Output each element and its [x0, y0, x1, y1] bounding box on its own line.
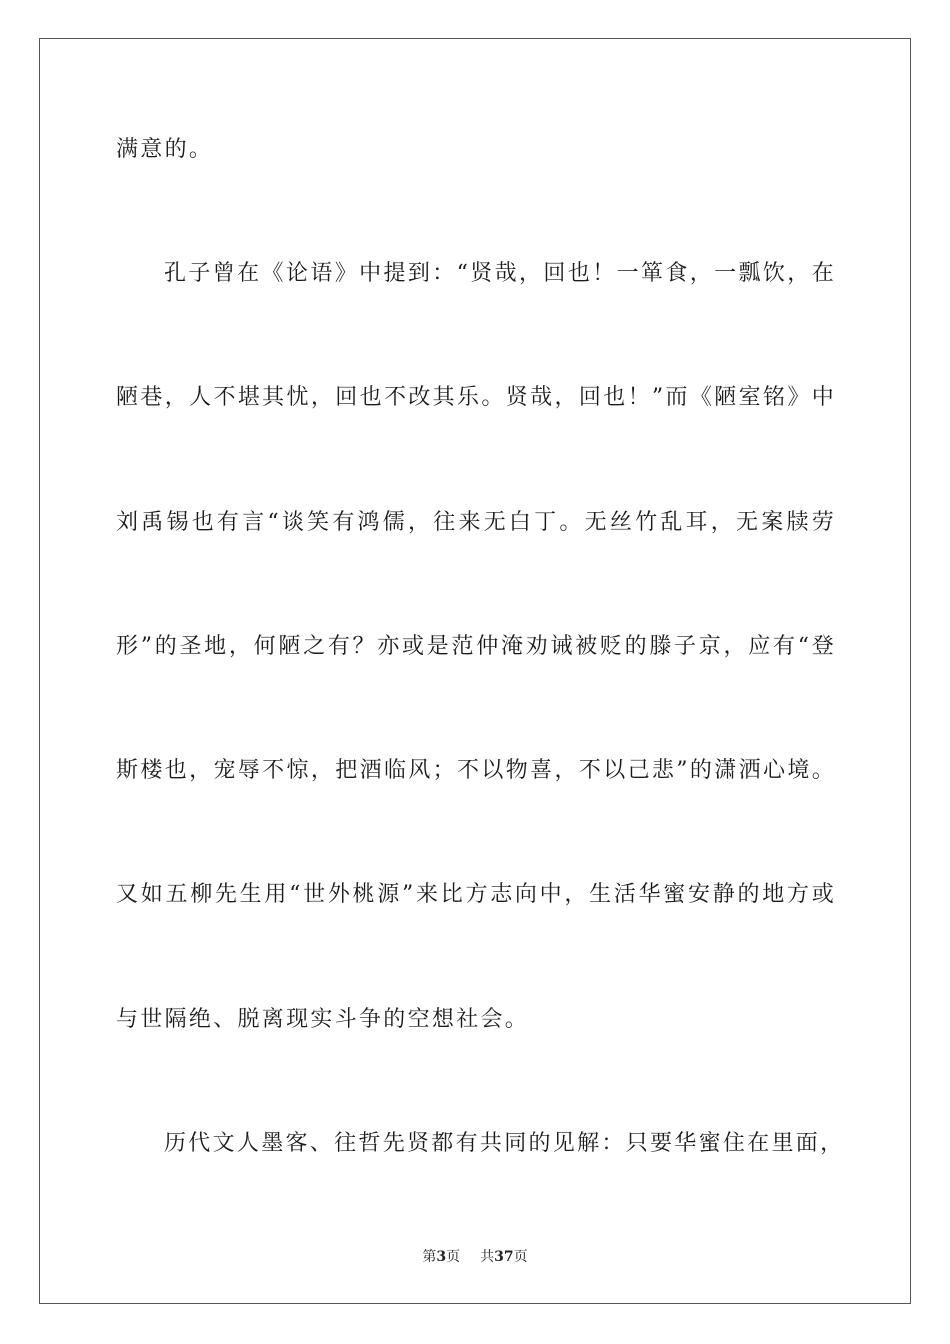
paragraph-line-9: 历代文人墨客、往哲先贤都有共同的见解：只要华蜜住在里面， — [164, 1131, 845, 1156]
paragraph-line-5: 形”的圣地，何陋之有？亦或是范仲淹劝诫被贬的滕子京，应有“登 — [116, 634, 836, 659]
total-page-count: 37 — [494, 1249, 514, 1265]
paragraph-line-6: 斯楼也，宠辱不惊，把酒临风；不以物喜，不以己悲”的潇洒心境。 — [116, 758, 836, 783]
paragraph-line-4: 刘禹锡也有言“谈笑有鸿儒，往来无白丁。无丝竹乱耳，无案牍劳 — [116, 510, 836, 535]
page-footer — [0, 1247, 950, 1267]
paragraph-line-1: 满意的。 — [116, 137, 214, 162]
page-border — [39, 38, 911, 1304]
total-prefix: 共 — [480, 1249, 495, 1265]
paragraph-line-2: 孔子曾在《论语》中提到：“贤哉，回也！一箪食，一瓢饮，在 — [164, 261, 836, 286]
paragraph-line-3: 陋巷，人不堪其忧，回也不改其乐。贤哉，回也！”而《陋室铭》中 — [116, 385, 836, 410]
total-suffix: 页 — [513, 1249, 528, 1265]
page-prefix: 第 — [422, 1249, 437, 1265]
paragraph-line-8: 与世隔绝、脱离现实斗争的空想社会。 — [116, 1007, 530, 1032]
paragraph-line-7: 又如五柳先生用“世外桃源”来比方志向中，生活华蜜安静的地方或 — [116, 882, 836, 907]
page-suffix: 页 — [446, 1249, 461, 1265]
current-page-number: 3 — [436, 1249, 447, 1265]
